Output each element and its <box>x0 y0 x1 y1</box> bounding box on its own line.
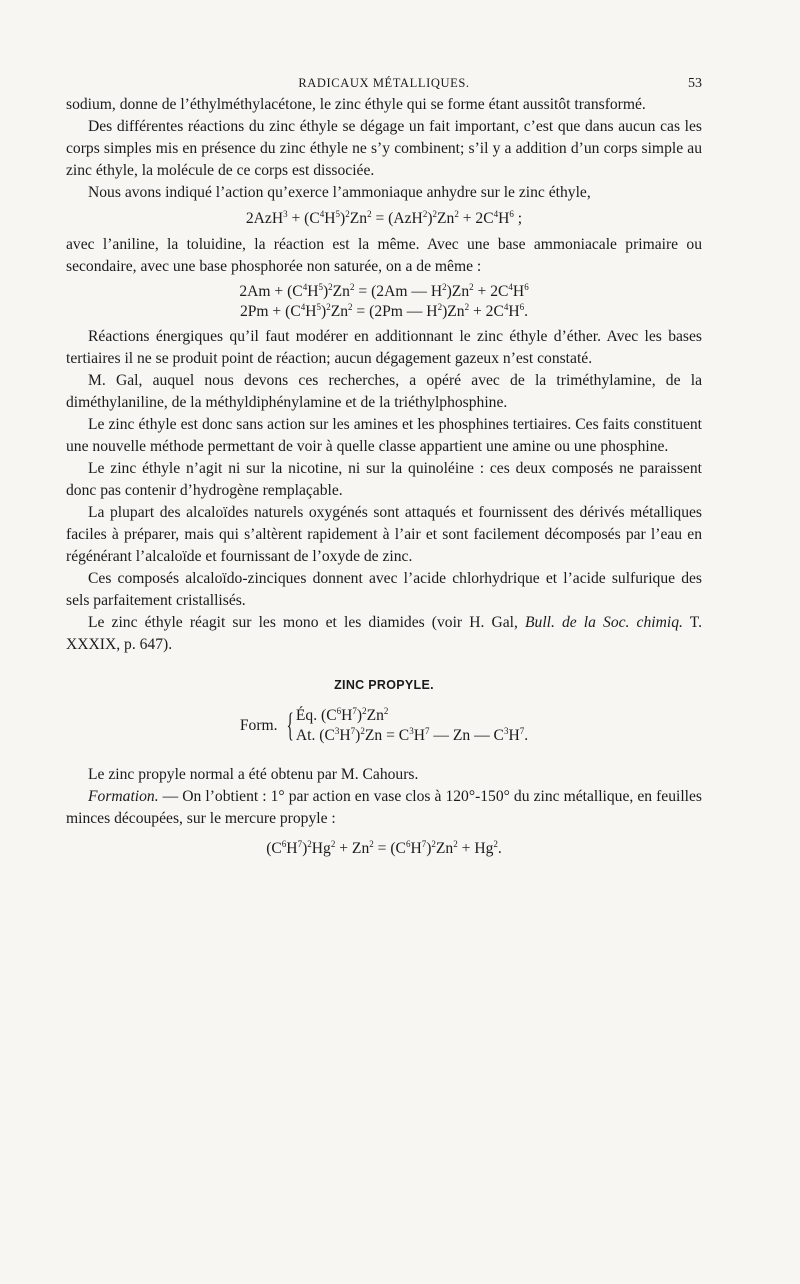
formula-atomic: At. $(C^3H^7)^2Zn = C^3H^7$ — Zn — $C^3H^7$. <box>295 726 529 744</box>
paragraph-9: La plupart des alcaloïdes naturels oxygénés sont attaqués et fournissent des dérivés métalliques faciles à préparer, mais qui s’altèrent rapidement à l’air et sont facilement décomposés par l’eau en régénérant l’alcaloïde et fournissant de l’oxyde de zinc. <box>66 504 702 565</box>
running-title: RADICAUX MÉTALLIQUES. <box>298 76 470 90</box>
formula-lines <box>296 706 528 746</box>
paragraph-7: Le zinc éthyle est donc sans action sur les amines et les phosphines tertiaires. Ces faits constituent une nouvelle méthode permettant de voir à quelle classe appartient une amine ou une phosphine. <box>66 416 702 455</box>
equation-ammonia: $2AzH^3 + (C^4H^5)^2Zn^2 = (AzH^2)^2Zn^2 + 2C^4H^6$ ; <box>245 209 523 227</box>
paragraph-5: Réactions énergiques qu’il faut modérer en additionnant le zinc éthyle d’éther. Avec les bases tertiaires il ne se produit point de réaction; aucun dégagement gazeux n’est constaté. <box>66 328 702 367</box>
paragraph-13-text: — On l’obtient : 1° par action en vase clos à 120°-150° du zinc métallique, en feuilles minces découpées, sur le mercure propyle : <box>66 788 702 827</box>
formula-equivalent: Éq. $(C^6H^7)^2Zn^2$ <box>295 706 389 724</box>
document-page <box>66 72 702 864</box>
paragraph-1: sodium, donne de l’éthylméthylacétone, le zinc éthyle qui se forme étant aussitôt transformé. <box>66 96 646 113</box>
paragraph-11-text-b: T. XXXIX, p. 647). <box>66 614 702 653</box>
formula-block <box>66 706 702 746</box>
paragraph-2: Des différentes réactions du zinc éthyle se dégage un fait important, c’est que dans aucun cas les corps simples mis en présence du zinc éthyle ne s’y combinent; s’il y a addition d’un corps simple au zinc éthyle, la molécule de ce corps est dissociée. <box>66 118 702 179</box>
equation-mercury-propyl: $(C^6H^7)^2Hg^2 + Zn^2 = (C^6H^7)^2Zn^2 + Hg^2$. <box>266 839 502 857</box>
equation-amine-phosphine: $2Am + (C^4H^5)^2Zn^2 = (2Am$ — $H^2)Zn^2 + 2C^4H^6$ $2Pm + (C^4H^5)^2Zn^2 = (2Pm$ — $H^2)Zn^2 + 2C^4H^6$. <box>239 282 529 320</box>
paragraph-11-text-a: Le zinc éthyle réagit sur les mono et les diamides (voir H. Gal, <box>88 614 525 631</box>
section-title: ZINC PROPYLE. <box>334 678 434 692</box>
paragraph-4: avec l’aniline, la toluidine, la réaction est la même. Avec une base ammoniacale primaire ou secondaire, avec une base phosphorée non saturée, on a de même : <box>66 236 702 275</box>
paragraph-13 <box>66 786 702 830</box>
journal-reference: Bull. de la Soc. chimiq. <box>525 614 683 631</box>
page-number: 53 <box>688 76 702 91</box>
formula-label: Form. <box>239 717 278 734</box>
formation-label: Formation. <box>88 788 159 805</box>
brace-symbol: { <box>286 707 294 744</box>
paragraph-3: Nous avons indiqué l’action qu’exerce l’ammoniaque anhydre sur le zinc éthyle, <box>88 184 591 201</box>
paragraph-10: Ces composés alcaloïdo-zinciques donnent avec l’acide chlorhydrique et l’acide sulfurique des sels parfaitement cristallisés. <box>66 570 702 609</box>
paragraph-8: Le zinc éthyle n’agit ni sur la nicotine, ni sur la quinoléine : ces deux composés ne paraissent donc pas contenir d’hydrogène remplaçable. <box>66 460 702 499</box>
paragraph-12: Le zinc propyle normal a été obtenu par M. Cahours. <box>88 766 419 783</box>
paragraph-6: M. Gal, auquel nous devons ces recherches, a opéré avec de la triméthylamine, de la diméthylaniline, de la méthyldiphénylamine et de la triéthylphosphine. <box>66 372 702 411</box>
paragraph-11 <box>66 612 702 656</box>
running-header <box>66 72 702 94</box>
